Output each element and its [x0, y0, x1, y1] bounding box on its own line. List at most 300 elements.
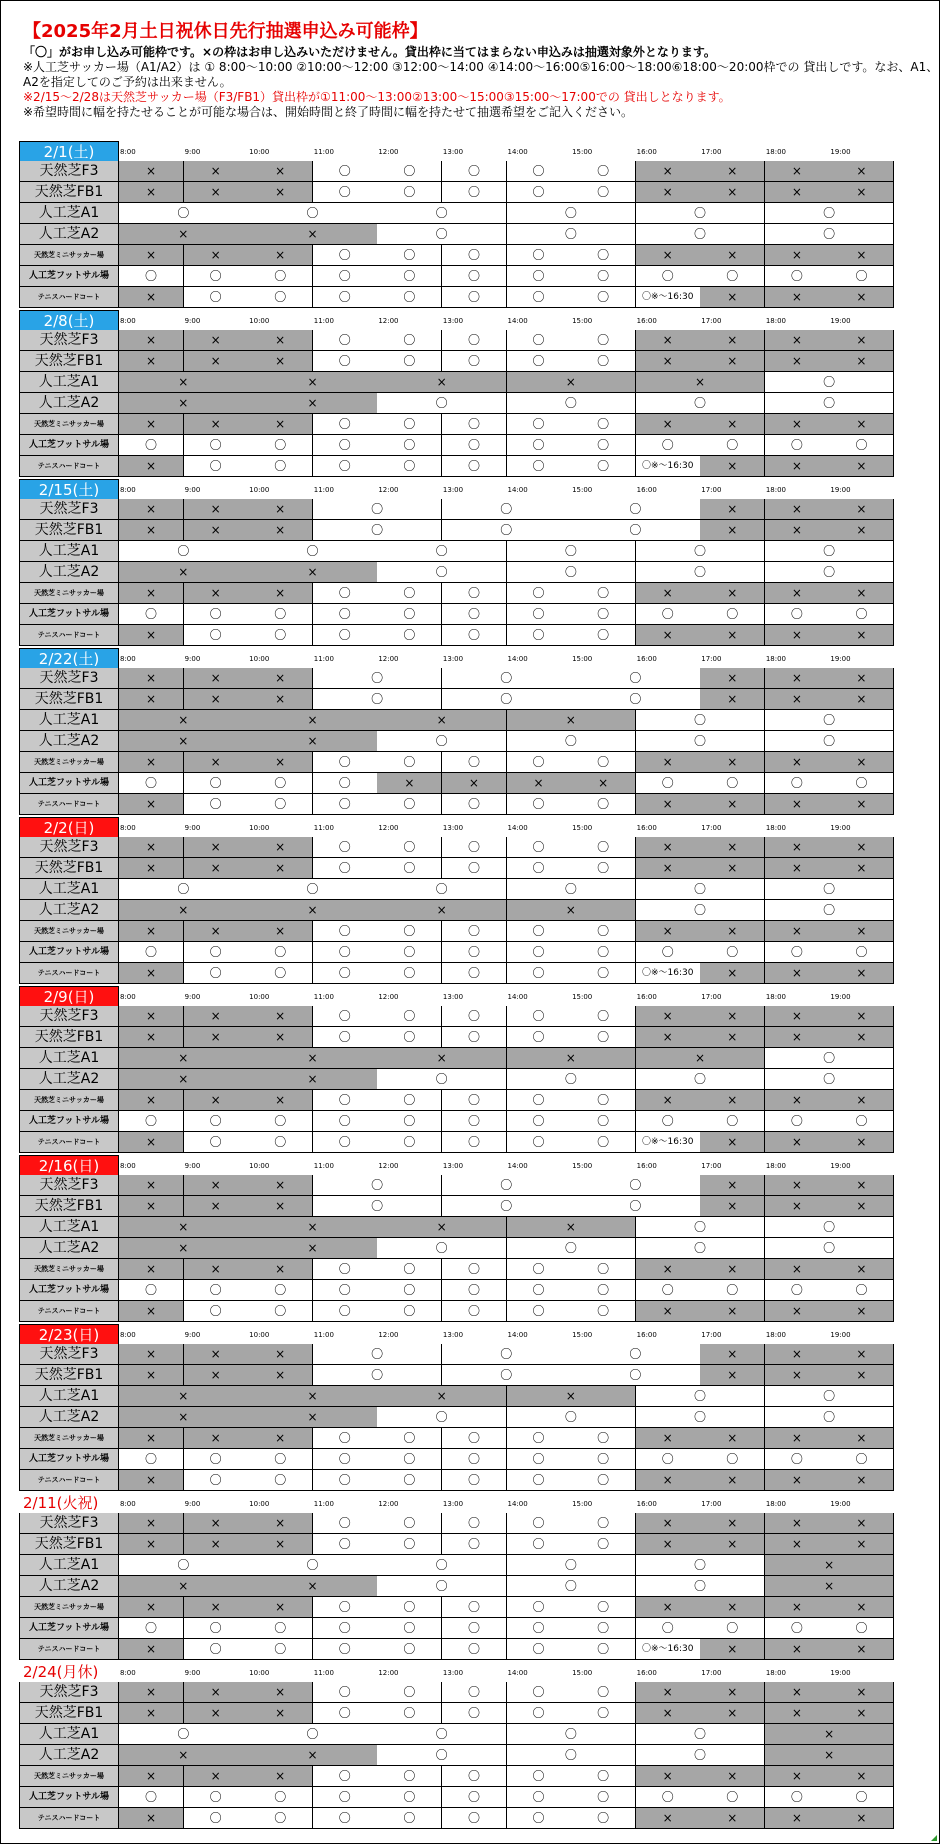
facility-row [19, 224, 894, 245]
facility-name: 人工芝A2 [19, 1576, 119, 1597]
slot-available: 〇 [765, 1407, 895, 1428]
time-label: 18:00 [765, 317, 787, 325]
slot-available: 〇 [119, 1280, 184, 1301]
slot-strip [119, 1006, 894, 1027]
slot-available: 〇 [313, 794, 378, 815]
facility-name: 人工芝A1 [19, 879, 119, 900]
slot-unavailable: × [765, 414, 830, 435]
slot-available: 〇 [442, 351, 507, 372]
slot-available: 〇 [184, 604, 249, 625]
facility-row [19, 1090, 894, 1111]
slot-available: 〇 [636, 942, 701, 963]
slot-unavailable: × [765, 1344, 830, 1365]
slot-available: 〇 [377, 1006, 442, 1027]
time-label: 15:00 [572, 486, 593, 494]
slot-available: 〇 [507, 1090, 572, 1111]
facility-name: 天然芝FB1 [19, 689, 119, 710]
slot-available: 〇 [119, 773, 184, 794]
slot-available: 〇 [636, 604, 701, 625]
slot-available: 〇 [765, 604, 830, 625]
slot-available: 〇 [377, 752, 442, 773]
slot-available: 〇 [507, 879, 637, 900]
facility-row [19, 161, 894, 182]
slot-available: 〇 [507, 456, 572, 477]
slot-unavailable: × [700, 1259, 765, 1280]
slot-available: 〇 [507, 1428, 572, 1449]
slot-unavailable: × [248, 731, 378, 752]
slot-available: 〇 [377, 604, 442, 625]
slot-available: 〇 [313, 1597, 378, 1618]
slot-unavailable: × [248, 1407, 378, 1428]
facility-row [19, 1238, 894, 1259]
slot-unavailable: × [636, 1027, 701, 1048]
slot-available: 〇 [377, 1787, 442, 1808]
date-label: 2/1(土) [19, 141, 119, 161]
time-label: 16:00 [636, 824, 657, 832]
facility-name: 天然芝ミニサッカー場 [19, 921, 119, 942]
slot-unavailable: × [248, 520, 313, 541]
slot-available: 〇※～16:30 [636, 1132, 701, 1153]
slot-strip [119, 773, 894, 794]
facility-name: 人工芝フットサル場 [19, 1280, 119, 1301]
slot-available: 〇 [700, 942, 765, 963]
day-section [19, 1662, 894, 1831]
slot-available: 〇 [507, 1301, 572, 1322]
slot-unavailable: × [829, 689, 894, 710]
slot-available: 〇 [442, 1703, 507, 1724]
slot-available: 〇 [184, 456, 249, 477]
slot-available: 〇 [377, 1808, 442, 1829]
slot-available: 〇 [636, 562, 766, 583]
slot-unavailable: × [119, 1513, 184, 1534]
slot-strip [119, 1069, 894, 1090]
slot-available: 〇 [377, 287, 442, 308]
slot-unavailable: × [377, 372, 507, 393]
time-label: 9:00 [184, 148, 201, 156]
slot-available: 〇 [700, 1449, 765, 1470]
slot-strip [119, 1428, 894, 1449]
slot-available: 〇 [636, 435, 701, 456]
slot-strip [119, 1111, 894, 1132]
slot-unavailable: × [636, 182, 701, 203]
slot-available: 〇 [377, 1280, 442, 1301]
slot-available: 〇 [248, 456, 313, 477]
slot-unavailable: × [248, 245, 313, 266]
slot-available: 〇 [765, 541, 895, 562]
facility-name: 天然芝FB1 [19, 1196, 119, 1217]
slot-available: 〇 [700, 773, 765, 794]
slot-unavailable: × [119, 245, 184, 266]
slot-unavailable: × [765, 1724, 895, 1745]
slot-available: 〇 [377, 456, 442, 477]
facility-row [19, 1111, 894, 1132]
facility-name: 天然芝ミニサッカー場 [19, 752, 119, 773]
slot-unavailable: × [119, 456, 184, 477]
slot-available: 〇 [119, 435, 184, 456]
slot-available: 〇 [313, 1449, 378, 1470]
facility-name: 人工芝A1 [19, 1217, 119, 1238]
slot-unavailable: × [765, 1027, 830, 1048]
facility-name: テニスハードコート [19, 456, 119, 477]
slot-available: 〇 [442, 414, 507, 435]
slot-unavailable: × [636, 245, 701, 266]
time-label: 19:00 [830, 1162, 851, 1170]
slot-available: 〇 [377, 921, 442, 942]
slot-unavailable: × [119, 1301, 184, 1322]
slot-unavailable: × [765, 1365, 830, 1386]
slot-available: 〇 [636, 1238, 766, 1259]
slot-available: 〇 [119, 1787, 184, 1808]
facility-row [19, 1703, 894, 1724]
facility-row [19, 731, 894, 752]
slot-available: 〇 [377, 203, 507, 224]
slot-unavailable: × [119, 414, 184, 435]
notice-line: ※2/15～2/28は天然芝サッカー場（F3/FB1）貸出枠が①11:00～13:00②13:00～15:00③15:00～17:00での 貸出しとなります。 [23, 90, 731, 104]
slot-unavailable: × [829, 520, 894, 541]
slot-available: 〇 [442, 1449, 507, 1470]
slot-unavailable: × [248, 1534, 313, 1555]
corner-marker-icon [931, 1835, 937, 1841]
time-label: 11:00 [313, 993, 334, 1001]
time-label: 15:00 [572, 1162, 593, 1170]
facility-row [19, 1027, 894, 1048]
day-section [19, 1493, 894, 1662]
slot-available: 〇 [442, 1301, 507, 1322]
slot-available: 〇 [765, 266, 830, 287]
facility-name: 人工芝A1 [19, 1724, 119, 1745]
slot-available: 〇 [571, 1513, 636, 1534]
time-label: 10:00 [249, 148, 270, 156]
slot-available: 〇 [507, 921, 572, 942]
slot-unavailable: × [636, 161, 701, 182]
facility-name: テニスハードコート [19, 625, 119, 646]
slot-available: 〇 [442, 182, 507, 203]
slot-unavailable: × [119, 1027, 184, 1048]
slot-available: 〇 [313, 752, 378, 773]
slot-available: 〇 [442, 625, 507, 646]
facility-row [19, 1407, 894, 1428]
page-title: 【2025年2月土日祝休日先行抽選申込み可能枠】 [23, 21, 428, 42]
slot-unavailable: × [119, 668, 184, 689]
slot-available: 〇※～16:30 [636, 287, 701, 308]
slot-strip [119, 752, 894, 773]
facility-row [19, 1259, 894, 1280]
slot-unavailable: × [119, 372, 249, 393]
slot-available: 〇 [442, 604, 507, 625]
notice-line: ※人工芝サッカー場（A1/A2）は ① 8:00～10:00 ②10:00～12:00 ③12:00～14:00 ④14:00～16:00⑤16:00～18:00⑥18:00～20:00枠での 貸出しです。なお、A1、 [23, 60, 939, 74]
slot-unavailable: × [636, 414, 701, 435]
facility-row [19, 1006, 894, 1027]
time-label: 17:00 [701, 1500, 722, 1508]
facility-name: 人工芝A2 [19, 224, 119, 245]
slot-available: 〇 [507, 1724, 637, 1745]
slot-strip [119, 1639, 894, 1660]
slot-unavailable: × [765, 963, 830, 984]
time-label: 10:00 [249, 1500, 270, 1508]
slot-unavailable: × [119, 900, 249, 921]
slot-unavailable: × [119, 1344, 184, 1365]
slot-available: 〇 [377, 1766, 442, 1787]
slot-unavailable: × [829, 1175, 894, 1196]
slot-unavailable: × [829, 1428, 894, 1449]
facility-name: 人工芝A1 [19, 203, 119, 224]
slot-unavailable: × [700, 182, 765, 203]
facility-row [19, 372, 894, 393]
slot-unavailable: × [248, 710, 378, 731]
slot-available: 〇 [636, 541, 766, 562]
slot-available: 〇 [700, 1618, 765, 1639]
slot-available: 〇 [313, 1513, 378, 1534]
slot-strip [119, 837, 894, 858]
slot-available: 〇 [442, 1428, 507, 1449]
slot-strip [119, 393, 894, 414]
slot-available: 〇 [377, 1259, 442, 1280]
time-label: 16:00 [636, 486, 657, 494]
slot-available: 〇 [442, 668, 572, 689]
facility-name: テニスハードコート [19, 963, 119, 984]
time-label: 18:00 [765, 486, 787, 494]
slot-available: 〇 [313, 1787, 378, 1808]
slot-unavailable: × [700, 1682, 765, 1703]
time-label: 9:00 [184, 1669, 201, 1677]
slot-unavailable: × [119, 161, 184, 182]
slot-strip [119, 1386, 894, 1407]
time-label: 12:00 [378, 1162, 399, 1170]
slot-unavailable: × [248, 1365, 313, 1386]
slot-available: 〇 [248, 625, 313, 646]
time-label: 9:00 [184, 1500, 201, 1508]
slot-available: 〇 [507, 224, 637, 245]
slot-unavailable: × [248, 1238, 378, 1259]
slot-strip [119, 668, 894, 689]
slot-available: 〇 [507, 1597, 572, 1618]
slot-strip [119, 414, 894, 435]
slot-available: 〇 [571, 245, 636, 266]
slot-available: 〇 [571, 1428, 636, 1449]
slot-available: 〇 [571, 1196, 701, 1217]
date-label: 2/15(土) [19, 479, 119, 499]
slot-available: 〇 [507, 583, 572, 604]
slot-unavailable: × [571, 773, 636, 794]
slot-available: 〇 [829, 773, 894, 794]
slot-strip [119, 266, 894, 287]
slot-unavailable: × [184, 499, 249, 520]
facility-row [19, 921, 894, 942]
slot-unavailable: × [184, 245, 249, 266]
facility-row [19, 1301, 894, 1322]
slot-unavailable: × [700, 668, 765, 689]
slot-available: 〇 [442, 1365, 572, 1386]
slot-unavailable: × [184, 1027, 249, 1048]
slot-available: 〇 [313, 287, 378, 308]
slot-strip [119, 1132, 894, 1153]
facility-name: 天然芝ミニサッカー場 [19, 1259, 119, 1280]
slot-strip [119, 604, 894, 625]
slot-available: 〇 [248, 942, 313, 963]
slot-available: 〇 [248, 1787, 313, 1808]
slot-available: 〇 [571, 837, 636, 858]
time-label: 18:00 [765, 993, 787, 1001]
facility-row [19, 1597, 894, 1618]
slot-unavailable: × [700, 963, 765, 984]
slot-available: 〇 [636, 731, 766, 752]
slot-available: 〇 [636, 266, 701, 287]
slot-available: 〇 [765, 562, 895, 583]
time-label: 16:00 [636, 317, 657, 325]
facility-row [19, 182, 894, 203]
slot-unavailable: × [829, 668, 894, 689]
slot-unavailable: × [119, 689, 184, 710]
slot-available: 〇 [119, 1449, 184, 1470]
slot-available: 〇 [571, 1259, 636, 1280]
slot-available: 〇 [636, 224, 766, 245]
slot-unavailable: × [700, 1196, 765, 1217]
date-header-row [19, 310, 894, 330]
slot-unavailable: × [507, 1048, 637, 1069]
slot-available: 〇※～16:30 [636, 456, 701, 477]
slot-unavailable: × [248, 161, 313, 182]
slot-available: 〇 [313, 583, 378, 604]
slot-unavailable: × [765, 1175, 830, 1196]
time-label: 14:00 [507, 486, 528, 494]
slot-available: 〇 [313, 1027, 378, 1048]
slot-available: 〇 [571, 1175, 701, 1196]
slot-unavailable: × [248, 1766, 313, 1787]
facility-row [19, 330, 894, 351]
slot-available: 〇 [765, 372, 895, 393]
slot-available: 〇 [507, 1513, 572, 1534]
notice-line: 「〇」がお申し込み可能枠です。×の枠はお申し込みいただけません。貸出枠に当てはまらない申込みは抽選対象外となります。 [23, 45, 716, 59]
facility-name: 天然芝F3 [19, 668, 119, 689]
time-label: 16:00 [636, 1162, 657, 1170]
slot-unavailable: × [248, 900, 378, 921]
slot-available: 〇 [507, 1280, 572, 1301]
time-label: 15:00 [572, 317, 593, 325]
slot-available: 〇 [507, 1703, 572, 1724]
slot-available: 〇 [442, 1111, 507, 1132]
slot-available: 〇 [248, 1280, 313, 1301]
slot-available: 〇 [507, 330, 572, 351]
date-header-row [19, 1493, 894, 1513]
slot-unavailable: × [700, 752, 765, 773]
slot-unavailable: × [636, 330, 701, 351]
slot-unavailable: × [829, 1808, 894, 1829]
slot-unavailable: × [119, 794, 184, 815]
facility-name: 人工芝A2 [19, 731, 119, 752]
time-label: 16:00 [636, 1500, 657, 1508]
slot-unavailable: × [765, 1703, 830, 1724]
slot-available: 〇 [377, 731, 507, 752]
facility-row [19, 689, 894, 710]
facility-row [19, 541, 894, 562]
facility-row [19, 1639, 894, 1660]
slot-available: 〇 [442, 752, 507, 773]
slot-unavailable: × [636, 858, 701, 879]
facility-name: 人工芝A2 [19, 1069, 119, 1090]
slot-available: 〇 [184, 942, 249, 963]
slot-available: 〇 [571, 287, 636, 308]
facility-name: テニスハードコート [19, 794, 119, 815]
slot-available: 〇 [313, 1365, 443, 1386]
slot-unavailable: × [248, 1175, 313, 1196]
facility-row [19, 710, 894, 731]
slot-available: 〇 [571, 1470, 636, 1491]
facility-row [19, 773, 894, 794]
slot-available: 〇 [507, 245, 572, 266]
facility-row [19, 1386, 894, 1407]
slot-unavailable: × [248, 921, 313, 942]
facility-row [19, 858, 894, 879]
time-label: 17:00 [701, 824, 722, 832]
slot-strip [119, 499, 894, 520]
slot-available: 〇 [765, 1238, 895, 1259]
time-label: 18:00 [765, 655, 787, 663]
facility-name: 天然芝F3 [19, 330, 119, 351]
slot-available: 〇 [507, 1618, 572, 1639]
time-label: 11:00 [313, 1331, 334, 1339]
slot-unavailable: × [765, 182, 830, 203]
slot-unavailable: × [829, 1682, 894, 1703]
time-label: 13:00 [442, 824, 464, 832]
time-label: 13:00 [442, 655, 464, 663]
slot-available: 〇 [571, 625, 636, 646]
facility-name: 天然芝F3 [19, 1006, 119, 1027]
facility-name: テニスハードコート [19, 287, 119, 308]
slot-unavailable: × [248, 1027, 313, 1048]
slot-available: 〇 [248, 794, 313, 815]
facility-row [19, 1745, 894, 1766]
slot-unavailable: × [248, 1682, 313, 1703]
slot-available: 〇 [700, 1787, 765, 1808]
slot-unavailable: × [765, 1196, 830, 1217]
slot-available: 〇 [313, 245, 378, 266]
time-label: 11:00 [313, 1669, 334, 1677]
slot-available: 〇 [507, 604, 572, 625]
slot-available: 〇 [377, 224, 507, 245]
slot-available: 〇 [571, 921, 636, 942]
slot-unavailable: × [248, 1196, 313, 1217]
slot-unavailable: × [184, 1006, 249, 1027]
slot-strip [119, 1280, 894, 1301]
slot-available: 〇 [377, 1111, 442, 1132]
slot-available: 〇※～16:30 [636, 1639, 701, 1660]
slot-available: 〇 [442, 837, 507, 858]
slot-unavailable: × [184, 583, 249, 604]
slot-unavailable: × [184, 858, 249, 879]
time-label: 14:00 [507, 1500, 528, 1508]
slot-available: 〇 [571, 1808, 636, 1829]
slot-available: 〇 [377, 435, 442, 456]
slot-unavailable: × [507, 900, 637, 921]
slot-unavailable: × [700, 858, 765, 879]
slot-available: 〇 [377, 1132, 442, 1153]
slot-available: 〇 [571, 1766, 636, 1787]
slot-available: 〇 [377, 942, 442, 963]
time-label: 13:00 [442, 1162, 464, 1170]
slot-unavailable: × [765, 456, 830, 477]
slot-available: 〇 [313, 1703, 378, 1724]
slot-available: 〇 [507, 351, 572, 372]
facility-name: 人工芝フットサル場 [19, 773, 119, 794]
slot-unavailable: × [700, 1428, 765, 1449]
slot-unavailable: × [248, 224, 378, 245]
schedule-sections [19, 141, 894, 1831]
slot-unavailable: × [248, 689, 313, 710]
facility-name: 天然芝F3 [19, 1175, 119, 1196]
slot-unavailable: × [248, 1386, 378, 1407]
slot-strip [119, 541, 894, 562]
slot-available: 〇 [248, 266, 313, 287]
